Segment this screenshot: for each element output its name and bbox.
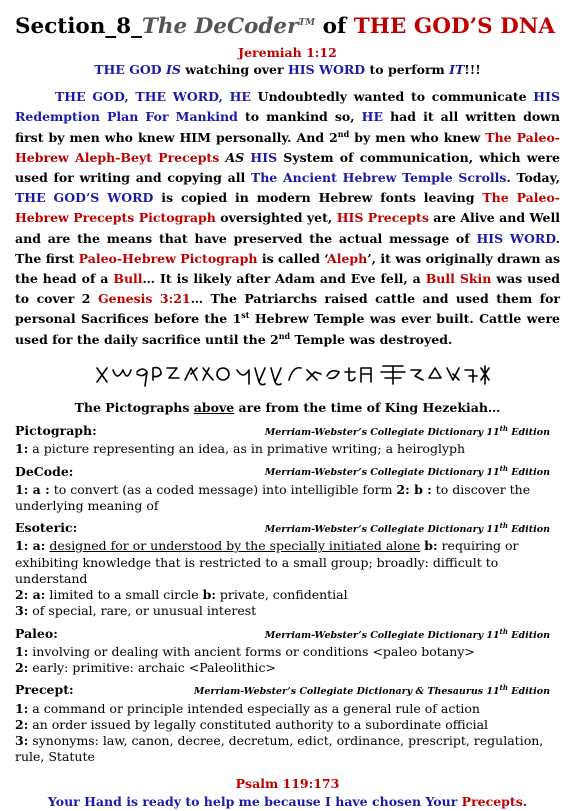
definition-header (15, 461, 560, 481)
paragraph-run: Temple was destroyed. (290, 331, 453, 347)
definition-line: 1: a: designed for or understood by the specially initiated alone b: requiring or exhibiting knowledge that is restricted to a small group; broadly: difficult to understand (15, 538, 519, 586)
paragraph-run: was used to cover 2 (15, 270, 561, 307)
verse-part: IS (165, 62, 181, 78)
paragraph-run: AS (219, 149, 251, 165)
caption-text: The Pictographs (74, 399, 194, 415)
definition-source: Merriam-Webster’s Collegiate Dictionary 11th Edition (264, 423, 550, 438)
paragraph-run: are Alive and Well and are the means that have preserved the actual message of (15, 210, 561, 246)
paragraph-run: HIS Precepts (336, 210, 429, 226)
definition-term: Pictograph: (15, 422, 97, 438)
paragraph-run: is copied in modern Hebrew fonts leaving (153, 190, 483, 206)
caption-text: are from the time of King Hezekiah… (234, 399, 501, 415)
title-dna: THE GOD’S DNA (353, 14, 556, 40)
verse-part: to perform (365, 62, 450, 78)
document-page (15, 8, 560, 811)
pictograph-glyphs (93, 360, 493, 390)
paragraph-run: HIS WORD (476, 230, 556, 246)
paleo-hebrew-script-image (15, 356, 560, 394)
paragraph-run: Bull (113, 270, 143, 286)
definition-line: 1: involving or dealing with ancient forms or conditions <paleo botany> (15, 643, 475, 659)
caption-underlined: above (193, 399, 235, 415)
definition-source: Merriam-Webster’s Collegiate Dictionary 11th Edition (264, 521, 550, 536)
paragraph-run: … The Patriarchs raised cattle and used them for personal Sacrifices before the 1 (15, 291, 560, 327)
paragraph-run: Aleph (327, 250, 368, 266)
paragraph-run: System of communication, which were used for writing and copying all (15, 149, 561, 185)
paragraph-run: HIS (250, 149, 278, 165)
paragraph-run: st (241, 310, 250, 321)
paragraph-run: . Today, (506, 169, 560, 185)
paragraph-run: HIS Redemption Plan For Mankind (15, 89, 560, 125)
paragraph-run: The Paleo-Hebrew Precepts Pictograph (15, 190, 560, 226)
footer-text: . (522, 794, 528, 810)
verse-text (15, 61, 560, 79)
paragraph-run: … It is likely after Adam and Eve fell, a (142, 270, 426, 286)
definition-header (15, 624, 560, 644)
verse-reference: Jeremiah 1:12 (238, 45, 337, 61)
title-decoder: The DeCoder (141, 14, 299, 40)
paragraph-run: is called ‘ (257, 250, 328, 266)
page-title (15, 8, 560, 42)
definition-line: 1: a picture representing an idea, as in primative writing; a heiroglyph (15, 441, 466, 457)
verse-part: HIS WORD (287, 62, 366, 78)
definition-term: Precept: (15, 682, 74, 698)
definition-line: 2: a: limited to a small circle b: private, confidential (15, 587, 348, 603)
paragraph-run: Genesis 3:21 (97, 291, 191, 307)
script-caption (15, 399, 560, 417)
definition-line: 1: a command or principle intended especially as a general rule of action (15, 700, 480, 716)
paragraph-run: to mankind so, (237, 109, 362, 125)
paragraph-run: HE (361, 109, 383, 125)
verse-part: THE GOD (94, 62, 166, 78)
paragraph-run: Bull Skin (425, 270, 492, 286)
paragraph-run: The Paleo-Hebrew Aleph-Beyt Precepts (15, 129, 560, 165)
verse-part: IT (449, 62, 465, 78)
paragraph-run: ’, it was originally drawn as the head of a (15, 250, 560, 286)
definition-source: Merriam-Webster’s Collegiate Dictionary 11th Edition (264, 626, 550, 641)
definition-line: 2: an order issued by legally constituted authority to a subordinate official (15, 716, 489, 732)
title-trademark: TM (298, 18, 316, 28)
definitions-list (15, 421, 560, 766)
title-of: of (315, 14, 354, 40)
footer-verse-text (15, 793, 560, 811)
paragraph-run: nd (337, 128, 350, 139)
paragraph-run: THE GOD’S WORD (15, 190, 154, 206)
paragraph-run: Hebrew Temple was ever built. Cattle were used for the daily sacrifice until the 2 (15, 311, 560, 347)
paragraph-run: The Ancient Hebrew Temple Scrolls (250, 169, 507, 185)
definition-line: 3: synonyms: law, canon, decree, decretum, edict, ordinance, prescript, regulation, rule, Statute (15, 733, 544, 765)
footer-verse-reference: Psalm 119:173 (235, 776, 340, 792)
verse-part: !!! (464, 62, 481, 78)
paragraph-run: by men who knew (349, 129, 486, 145)
definition-header (15, 680, 560, 700)
paragraph-run: Paleo-Hebrew Pictograph (78, 250, 258, 266)
definition-line: 1: a : to convert (as a coded message) into intelligible form 2: b : to discover the underlying meaning of (15, 481, 531, 513)
paragraph-run: Undoubtedly wanted to communicate (250, 89, 534, 105)
paragraph-run: . The first (15, 230, 560, 266)
definition-term: Paleo: (15, 625, 58, 641)
definition-line: 3: of special, rare, or unusual interest (15, 603, 257, 619)
definition-header (15, 518, 560, 538)
paragraph-run: had it all written down first by men who knew HIM personally. And 2 (15, 109, 561, 145)
title-section: Section_8_ (15, 14, 142, 40)
definition-header (15, 421, 560, 441)
definition-source: Merriam-Webster’s Collegiate Dictionary 11th Edition (264, 464, 550, 479)
footer-text: Your Hand is ready to help me because I have chosen Your (47, 794, 462, 810)
paragraph-run: THE GOD, THE WORD, HE (55, 89, 251, 105)
definition-line: 2: early: primitive: archaic <Paleolithic> (15, 660, 276, 676)
paragraph-run: nd (278, 330, 291, 341)
definition-term: DeCode: (15, 463, 74, 479)
definition-term: Esoteric: (15, 520, 78, 536)
footer-text-highlight: Precepts (461, 794, 523, 810)
verse-part: watching over (180, 62, 288, 78)
paragraph-run: oversighted yet, (215, 210, 337, 226)
main-paragraph (15, 87, 560, 350)
definition-source: Merriam-Webster’s Collegiate Dictionary & Thesaurus 11th Edition (193, 683, 550, 698)
